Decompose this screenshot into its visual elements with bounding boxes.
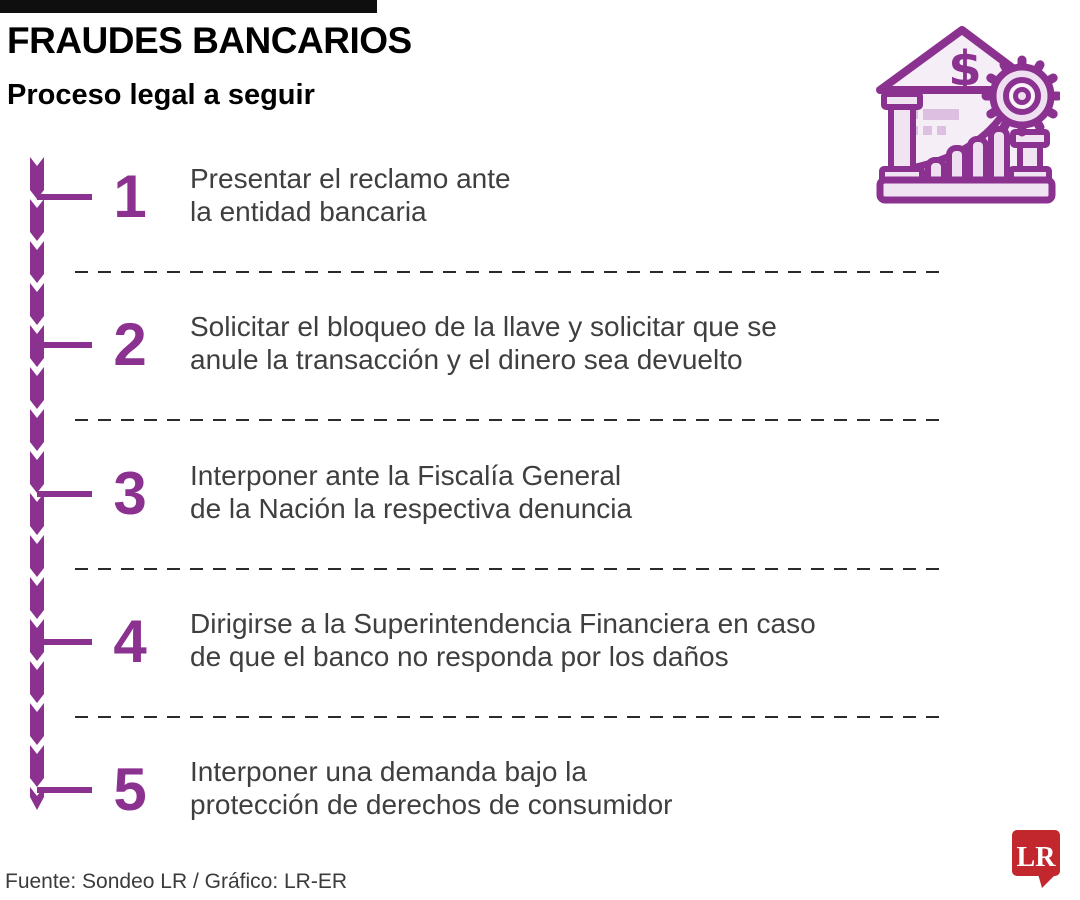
dashed-separator-1 [75, 271, 940, 273]
timeline-ticks [37, 194, 92, 793]
dashed-separator-3 [75, 568, 940, 570]
step-number-2: 2 [113, 311, 147, 378]
step-5-line-2: protección de derechos de consumidor [190, 789, 673, 820]
page-subtitle: Proceso legal a seguir [7, 79, 315, 111]
step-1-line-2: la entidad bancaria [190, 196, 427, 227]
step-number-1: 1 [113, 163, 147, 230]
step-2-line-2: anule la transacción y el dinero sea devuelto [190, 344, 743, 375]
bank-base [880, 180, 1052, 200]
timeline-bar [30, 157, 44, 787]
step-3-line-2: de la Nación la respectiva denuncia [190, 493, 633, 524]
dashed-separator-4 [75, 716, 940, 718]
step-text-1 [190, 162, 511, 228]
step-1-line-1: Presentar el reclamo ante [190, 163, 511, 194]
step-4-line-1: Dirigirse a la Superintendencia Financiera en caso [190, 608, 816, 639]
step-4-line-2: de que el banco no responda por los daños [190, 641, 729, 672]
left-column [882, 94, 922, 182]
step-3-line-1: Interponer ante la Fiscalía General [190, 460, 622, 491]
lr-logo-text: LR [1016, 842, 1056, 873]
lr-logo-tail [1038, 874, 1056, 888]
source-credit: Fuente: Sondeo LR / Gráfico: LR-ER [5, 870, 347, 893]
step-number-4: 4 [113, 608, 147, 675]
lr-logo [1008, 828, 1060, 890]
step-text-5 [190, 755, 673, 821]
step-2-line-1: Solicitar el bloqueo de la llave y solicitar que se [190, 311, 777, 342]
bank-gear-icon [874, 22, 1060, 208]
step-number-5: 5 [113, 756, 147, 823]
step-number-3: 3 [113, 460, 147, 527]
title-top-bar [0, 0, 377, 13]
step-text-4 [190, 607, 816, 673]
step-text-2 [190, 310, 777, 376]
dashed-separator-2 [75, 419, 940, 421]
dollar-icon: $ [948, 41, 982, 97]
page-title: FRAUDES BANCARIOS [7, 20, 412, 61]
step-text-3 [190, 459, 632, 525]
step-5-line-1: Interponer una demanda bajo la [190, 756, 587, 787]
